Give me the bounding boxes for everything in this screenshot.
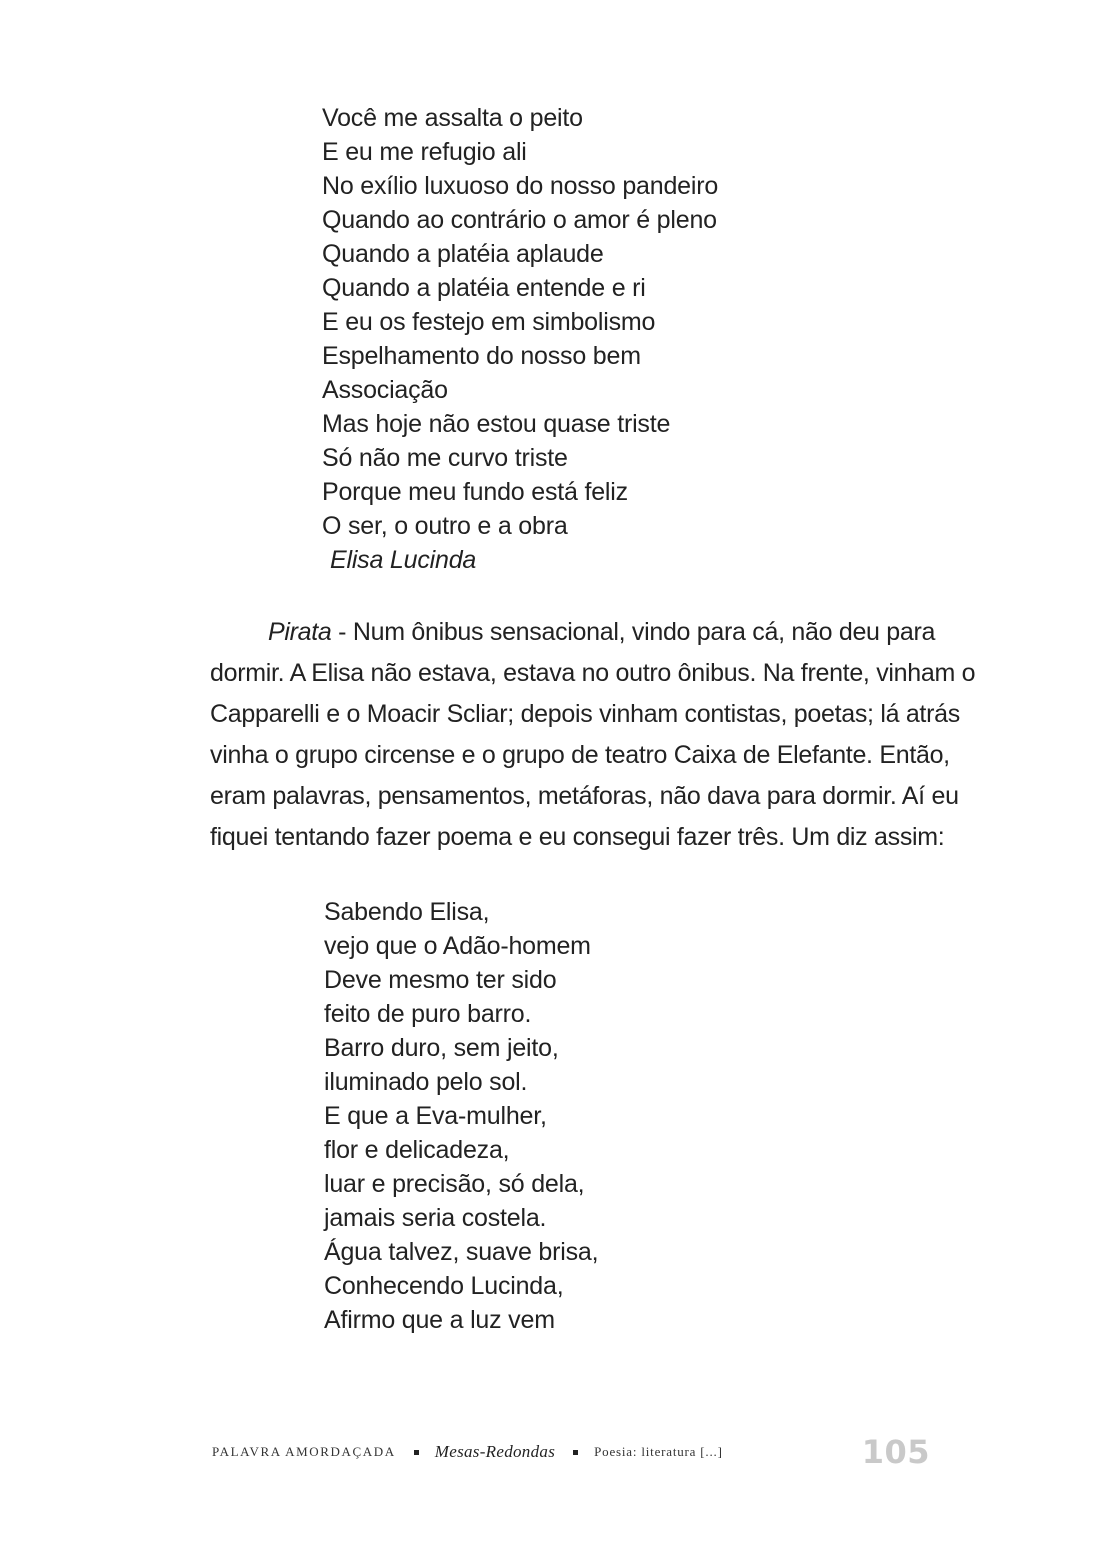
- poem-line: Deve mesmo ter sido: [324, 966, 557, 994]
- prose-line: Capparelli e o Moacir Scliar; depois vinham contistas, poetas; lá atrás: [210, 700, 960, 728]
- speaker-name: Pirata: [268, 618, 332, 646]
- poem-line: No exílio luxuoso do nosso pandeiro: [322, 172, 719, 200]
- poem-line: vejo que o Adão-homem: [324, 932, 591, 960]
- poem-line: jamais seria costela.: [324, 1204, 547, 1232]
- poem-line: O ser, o outro e a obra: [322, 512, 568, 540]
- prose-line: dormir. A Elisa não estava, estava no outro ônibus. Na frente, vinham o: [210, 659, 976, 687]
- prose-line: eram palavras, pensamentos, metáforas, não dava para dormir. Aí eu: [210, 782, 959, 810]
- poem-line: E eu me refugio ali: [322, 138, 527, 166]
- poem-first: [322, 101, 718, 577]
- poem-author: Elisa Lucinda: [330, 546, 477, 574]
- poem-line: E eu os festejo em simbolismo: [322, 308, 656, 336]
- footer-book-title: PALAVRA AMORDAÇADA: [212, 1444, 396, 1459]
- prose-line: vinha o grupo circense e o grupo de teatro Caixa de Elefante. Então,: [210, 741, 950, 769]
- poem-line: Quando ao contrário o amor é pleno: [322, 206, 717, 234]
- poem-line: Porque meu fundo está feliz: [322, 478, 628, 506]
- footer-topic: Poesia: literatura [...]: [594, 1444, 723, 1459]
- prose-line: fiquei tentando fazer poema e eu consegui fazer três. Um diz assim:: [210, 823, 945, 851]
- footer-separator-bullet: [573, 1450, 578, 1455]
- poem-line: flor e delicadeza,: [324, 1136, 510, 1164]
- prose-paragraph: [210, 612, 976, 858]
- poem-line: Quando a platéia entende e ri: [322, 274, 646, 302]
- poem-line: feito de puro barro.: [324, 1000, 532, 1028]
- poem-line: Associação: [322, 376, 448, 404]
- poem-line: Mas hoje não estou quase triste: [322, 410, 671, 438]
- prose-line: [210, 612, 936, 653]
- poem-line: luar e precisão, só dela,: [324, 1170, 585, 1198]
- poem-line: Barro duro, sem jeito,: [324, 1034, 559, 1062]
- poem-line: Conhecendo Lucinda,: [324, 1272, 564, 1300]
- footer-separator-bullet: [414, 1450, 419, 1455]
- poem-line: Você me assalta o peito: [322, 104, 583, 132]
- prose-line-text: - Num ônibus sensacional, vindo para cá, não deu para: [331, 618, 936, 646]
- page-number: 105: [861, 1433, 930, 1471]
- poem-line: Espelhamento do nosso bem: [322, 342, 641, 370]
- poem-line: Só não me curvo triste: [322, 444, 568, 472]
- poem-second: [324, 895, 598, 1337]
- page-footer: [212, 1432, 930, 1472]
- footer-section-title: Mesas-Redondas: [434, 1442, 556, 1461]
- poem-line: Quando a platéia aplaude: [322, 240, 604, 268]
- poem-line: Água talvez, suave brisa,: [324, 1238, 599, 1266]
- poem-line: E que a Eva-mulher,: [324, 1102, 547, 1130]
- poem-line: Sabendo Elisa,: [324, 898, 490, 926]
- poem-line: iluminado pelo sol.: [324, 1068, 528, 1096]
- poem-line: Afirmo que a luz vem: [324, 1306, 555, 1334]
